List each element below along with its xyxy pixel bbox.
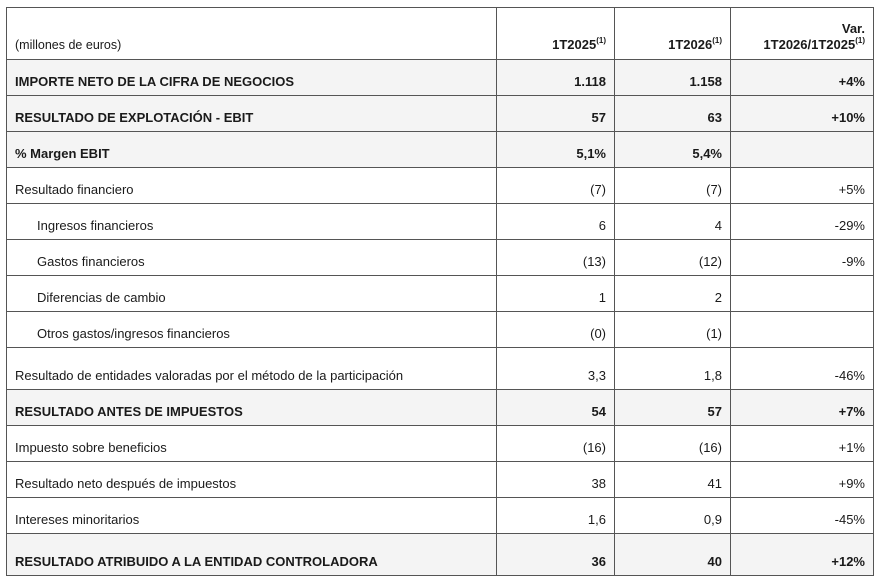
- row-label: Impuesto sobre beneficios: [7, 426, 497, 462]
- value-1t2025: (16): [497, 426, 615, 462]
- table-row: [7, 390, 874, 426]
- table-row: [7, 498, 874, 534]
- value-variation: +7%: [731, 390, 874, 426]
- value-1t2026: 2: [615, 276, 731, 312]
- value-1t2026: 0,9: [615, 498, 731, 534]
- row-label: IMPORTE NETO DE LA CIFRA DE NEGOCIOS: [7, 60, 497, 96]
- table-row: [7, 240, 874, 276]
- row-label: Resultado de entidades valoradas por el método de la participación: [7, 348, 497, 390]
- column-header-1t2025: 1T2025$^{(1)}$: [497, 8, 615, 60]
- table-row: [7, 168, 874, 204]
- row-label: Diferencias de cambio: [7, 276, 497, 312]
- table-row: [7, 348, 874, 390]
- value-variation: +4%: [731, 60, 874, 96]
- value-variation: -9%: [731, 240, 874, 276]
- value-variation: [731, 132, 874, 168]
- value-1t2025: (0): [497, 312, 615, 348]
- value-variation: +10%: [731, 96, 874, 132]
- value-1t2025: 38: [497, 462, 615, 498]
- column-header-1t2026: 1T2026$^{(1)}$: [615, 8, 731, 60]
- value-1t2026: 1,8: [615, 348, 731, 390]
- value-1t2026: 1.158: [615, 60, 731, 96]
- value-1t2025: 57: [497, 96, 615, 132]
- value-1t2026: (7): [615, 168, 731, 204]
- table-row: [7, 96, 874, 132]
- value-1t2025: 3,3: [497, 348, 615, 390]
- table-row: [7, 276, 874, 312]
- value-variation: -46%: [731, 348, 874, 390]
- table-row: [7, 426, 874, 462]
- value-1t2025: 1: [497, 276, 615, 312]
- table-row: [7, 60, 874, 96]
- value-1t2026: 41: [615, 462, 731, 498]
- value-1t2026: 4: [615, 204, 731, 240]
- value-1t2026: 63: [615, 96, 731, 132]
- income-statement-table: [6, 7, 874, 576]
- value-1t2025: 6: [497, 204, 615, 240]
- row-label: RESULTADO ANTES DE IMPUESTOS: [7, 390, 497, 426]
- row-label: Resultado financiero: [7, 168, 497, 204]
- table-row: [7, 312, 874, 348]
- financial-table-container: [6, 7, 873, 576]
- value-1t2025: 54: [497, 390, 615, 426]
- value-variation: -29%: [731, 204, 874, 240]
- row-label: % Margen EBIT: [7, 132, 497, 168]
- value-variation: [731, 276, 874, 312]
- table-header-row: [7, 8, 874, 60]
- value-1t2025: (7): [497, 168, 615, 204]
- table-row: [7, 462, 874, 498]
- value-variation: +12%: [731, 534, 874, 576]
- row-label: Intereses minoritarios: [7, 498, 497, 534]
- table-row: [7, 132, 874, 168]
- value-variation: -45%: [731, 498, 874, 534]
- value-variation: +5%: [731, 168, 874, 204]
- row-label: Ingresos financieros: [7, 204, 497, 240]
- value-1t2026: (1): [615, 312, 731, 348]
- table-row: [7, 204, 874, 240]
- table-row: [7, 534, 874, 576]
- value-variation: +9%: [731, 462, 874, 498]
- value-variation: +1%: [731, 426, 874, 462]
- value-1t2026: (12): [615, 240, 731, 276]
- value-1t2026: (16): [615, 426, 731, 462]
- value-1t2025: 1,6: [497, 498, 615, 534]
- value-1t2025: 5,1%: [497, 132, 615, 168]
- value-1t2025: 1.118: [497, 60, 615, 96]
- value-1t2026: 5,4%: [615, 132, 731, 168]
- unit-label: (millones de euros): [7, 8, 497, 60]
- row-label: Gastos financieros: [7, 240, 497, 276]
- value-1t2026: 40: [615, 534, 731, 576]
- column-header-variation: Var. 1T2026/1T2025$^{(1)}$: [731, 8, 874, 60]
- row-label: RESULTADO ATRIBUIDO A LA ENTIDAD CONTROLADORA: [7, 534, 497, 576]
- row-label: Otros gastos/ingresos financieros: [7, 312, 497, 348]
- value-1t2026: 57: [615, 390, 731, 426]
- value-variation: [731, 312, 874, 348]
- row-label: RESULTADO DE EXPLOTACIÓN - EBIT: [7, 96, 497, 132]
- row-label: Resultado neto después de impuestos: [7, 462, 497, 498]
- value-1t2025: (13): [497, 240, 615, 276]
- value-1t2025: 36: [497, 534, 615, 576]
